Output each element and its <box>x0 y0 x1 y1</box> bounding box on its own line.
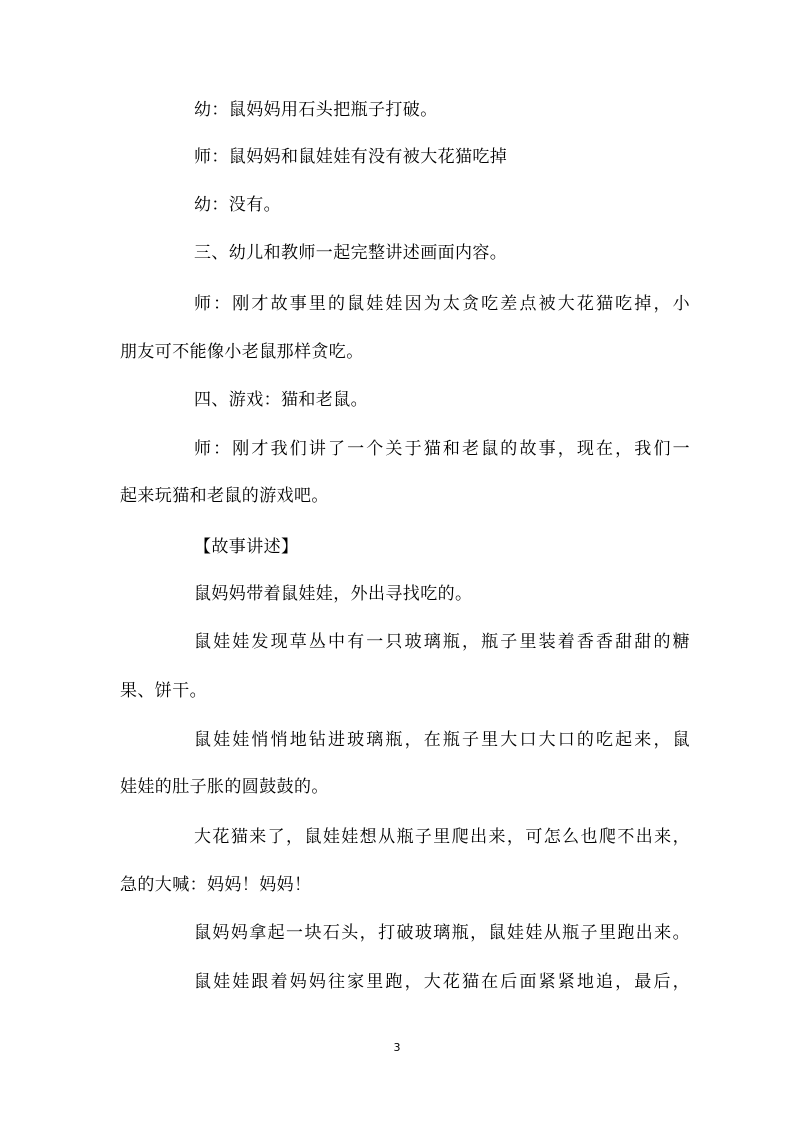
text-line: 鼠妈妈带着鼠娃娃，外出寻找吃的。 <box>194 584 473 604</box>
text-line: 急的大喊：妈妈！妈妈！ <box>120 875 312 895</box>
text-line: 朋友可不能像小老鼠那样贪吃。 <box>120 342 364 362</box>
text-line: 幼：鼠妈妈用石头把瓶子打破。 <box>194 100 438 120</box>
text-line: 娃娃的肚子胀的圆鼓鼓的。 <box>120 777 329 797</box>
text-line: 师：刚才故事里的鼠娃娃因为太贪吃差点被大花猫吃掉，小 <box>194 294 690 314</box>
section-heading: 【故事讲述】 <box>194 537 299 557</box>
text-line: 起来玩猫和老鼠的游戏吧。 <box>120 486 329 506</box>
text-line: 果、饼干。 <box>120 681 207 701</box>
text-line: 幼：没有。 <box>194 195 281 215</box>
page-number: 3 <box>393 1041 401 1054</box>
text-line: 四、游戏：猫和老鼠。 <box>194 390 368 410</box>
text-line: 鼠娃娃跟着妈妈往家里跑，大花猫在后面紧紧地追，最后， <box>194 972 690 992</box>
text-line: 师：刚才我们讲了一个关于猫和老鼠的故事，现在，我们一 <box>194 439 690 459</box>
text-line: 鼠妈妈拿起一块石头，打破玻璃瓶，鼠娃娃从瓶子里跑出来。 <box>194 923 690 943</box>
text-line: 鼠娃娃悄悄地钻进玻璃瓶，在瓶子里大口大口的吃起来，鼠 <box>194 730 690 750</box>
text-line: 师：鼠妈妈和鼠娃娃有没有被大花猫吃掉 <box>194 147 508 167</box>
text-line: 大花猫来了，鼠娃娃想从瓶子里爬出来，可怎么也爬不出来， <box>194 827 690 847</box>
text-line: 三、幼儿和教师一起完整讲述画面内容。 <box>194 243 508 263</box>
text-line: 鼠娃娃发现草丛中有一只玻璃瓶，瓶子里装着香香甜甜的糖 <box>194 632 690 652</box>
